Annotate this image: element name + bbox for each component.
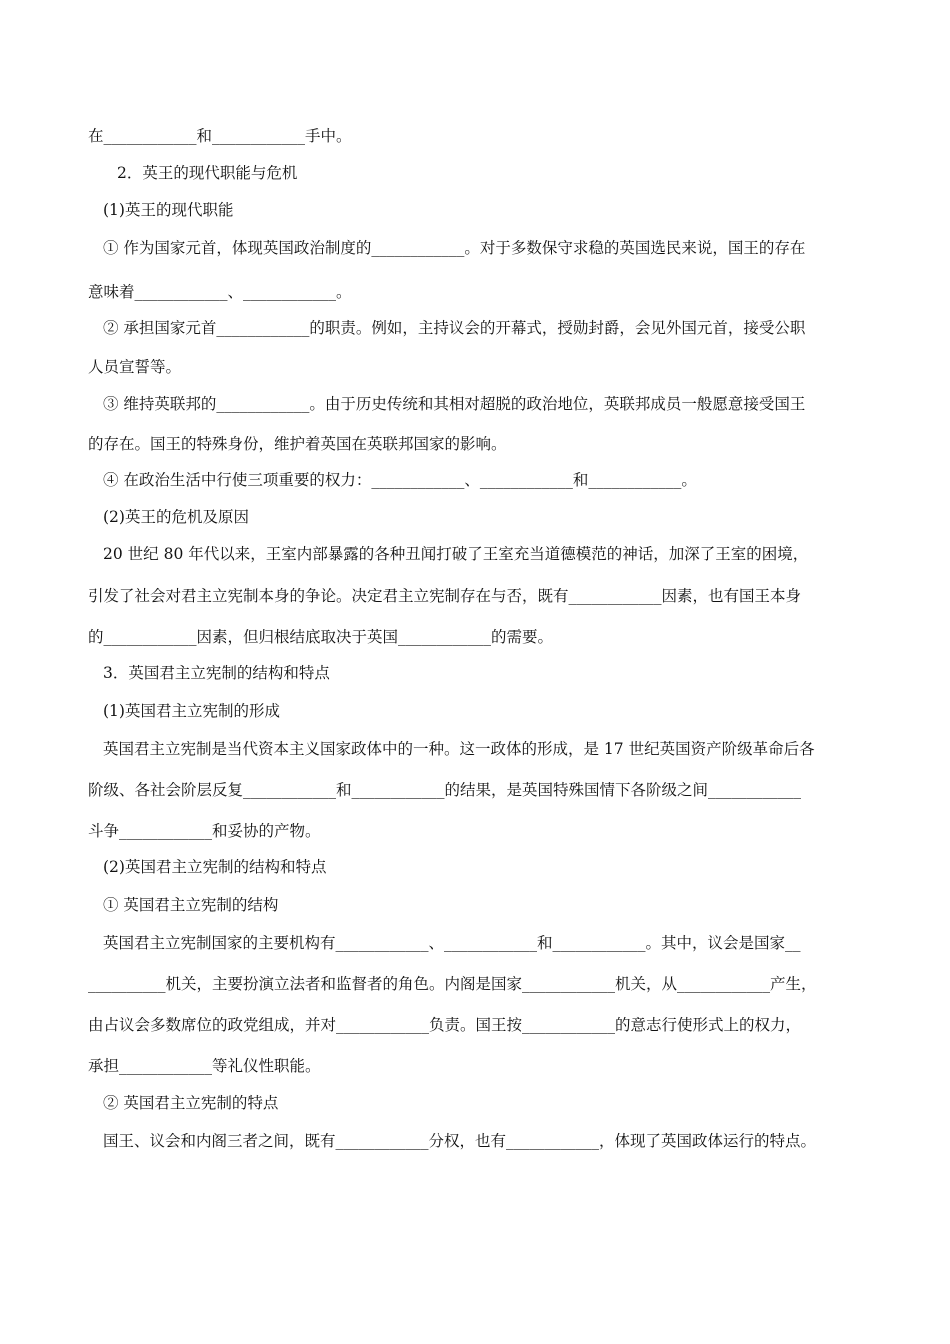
subheading-1: (1)英王的现代职能 — [103, 201, 234, 219]
text-line-19: 国王、议会和内阁三者之间，既有____________分权，也有____________，体现了英国政体运行的特点。 — [103, 1132, 817, 1150]
text-line-9: 20 世纪 80 年代以来，王室内部暴露的各种丑闻打破了王室充当道德模范的神话，加深了王室的困境， — [103, 545, 809, 563]
text-line-17: 由占议会多数席位的政党组成，并对____________负责。国王按____________的意志行使形式上的权力， — [88, 1016, 802, 1034]
text-line-12: 英国君主立宪制是当代资本主义国家政体中的一种。这一政体的形成，是 17 世纪英国资产阶级革命后各 — [103, 740, 815, 758]
subheading-3: (1)英国君主立宪制的形成 — [103, 702, 280, 720]
subheading-5: ① 英国君主立宪制的结构 — [103, 896, 279, 914]
text-line-14: 斗争____________和妥协的产物。 — [88, 822, 321, 840]
text-line-16: __________机关，主要扮演立法者和监督者的角色。内阁是国家____________机关，从____________产生， — [88, 975, 817, 993]
text-line-1: 在____________和____________手中。 — [88, 127, 352, 145]
text-line-6: ③ 维持英联邦的____________。由于历史传统和其相对超脱的政治地位，英联邦成员一般愿意接受国王 — [103, 395, 806, 413]
text-line-7: 的存在。国王的特殊身份，维护着英国在英联邦国家的影响。 — [88, 435, 507, 453]
text-line-13: 阶级、各社会阶层反复____________和____________的结果，是英国特殊国情下各阶级之间____________ — [88, 781, 802, 799]
text-line-10: 引发了社会对君主立宪制本身的争论。决定君主立宪制存在与否，既有____________因素，也有国王本身 — [88, 587, 802, 605]
subheading-4: (2)英国君主立宪制的结构和特点 — [103, 858, 327, 876]
text-line-5: 人员宣誓等。 — [88, 358, 182, 376]
text-line-8: ④ 在政治生活中行使三项重要的权力：____________、____________和____________。 — [103, 471, 697, 489]
text-line-15: 英国君主立宪制国家的主要机构有____________、____________和____________。其中，议会是国家__ — [103, 934, 801, 952]
text-line-4: ② 承担国家元首____________的职责。例如，主持议会的开幕式，授勋封爵，会见外国元首，接受公职 — [103, 319, 806, 337]
text-line-2: ① 作为国家元首，体现英国政治制度的____________。对于多数保守求稳的英国选民来说，国王的存在 — [103, 239, 806, 257]
section-heading-3: 3．英国君主立宪制的结构和特点 — [103, 664, 330, 682]
text-line-11: 的____________因素，但归根结底取决于英国____________的需要。 — [88, 628, 554, 646]
subheading-2: (2)英王的危机及原因 — [103, 508, 249, 526]
text-line-3: 意味着____________、____________。 — [88, 283, 352, 301]
text-line-18: 承担____________等礼仪性职能。 — [88, 1057, 321, 1075]
subheading-6: ② 英国君主立宪制的特点 — [103, 1094, 279, 1112]
section-heading-2: 2．英王的现代职能与危机 — [117, 164, 298, 182]
